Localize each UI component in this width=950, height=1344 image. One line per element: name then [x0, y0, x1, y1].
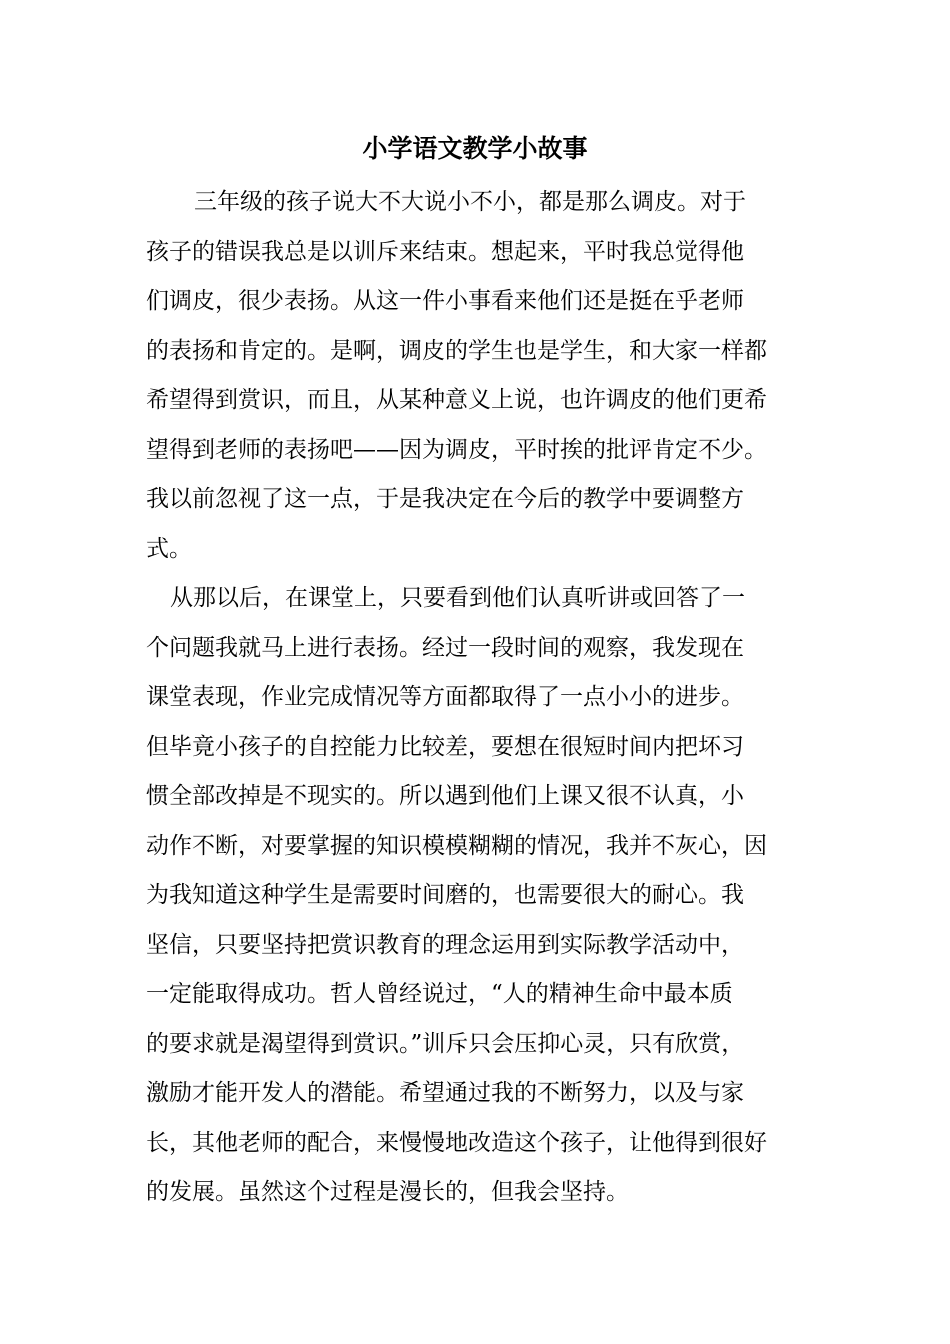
text-line: 课堂表现，作业完成情况等方面都取得了一点小小的进步。	[146, 684, 744, 710]
text-line: 望得到老师的表扬吧——因为调皮，平时挨的批评肯定不少。	[146, 436, 767, 463]
text-line: 但毕竟小孩子的自控能力比较差，要想在很短时间内把坏习	[146, 733, 744, 760]
text-line: 一定能取得成功。哲人曾经说过，“人的精神生命中最本质	[146, 981, 733, 1007]
text-line: 式。	[146, 535, 192, 562]
text-line: 我以前忽视了这一点，于是我决定在今后的教学中要调整方	[146, 486, 744, 512]
text-line: 坚信，只要坚持把赏识教育的理念运用到实际教学活动中，	[146, 931, 744, 958]
text-line: 三年级的孩子说大不大说小不小，都是那么调皮。对于	[194, 189, 746, 215]
text-line: 希望得到赏识，而且，从某种意义上说，也许调皮的他们更希	[146, 387, 767, 413]
text-line: 从那以后，在课堂上，只要看到他们认真听讲或回答了一	[170, 585, 745, 611]
document-title: 小学语文教学小故事	[362, 134, 588, 163]
text-line: 激励才能开发人的潜能。希望通过我的不断努力，以及与家	[146, 1080, 744, 1106]
text-line: 长，其他老师的配合，来慢慢地改造这个孩子，让他得到很好	[146, 1129, 767, 1156]
text-line: 孩子的错误我总是以训斥来结束。想起来，平时我总觉得他	[146, 238, 744, 265]
text-line: 的要求就是渴望得到赏识。”训斥只会压抑心灵，只有欣赏，	[146, 1030, 745, 1057]
text-line: 个问题我就马上进行表扬。经过一段时间的观察，我发现在	[146, 634, 744, 661]
text-line: 惯全部改掉是不现实的。所以遇到他们上课又很不认真，小	[146, 783, 744, 809]
document-body	[146, 178, 806, 1218]
text-line: 的表扬和肯定的。是啊，调皮的学生也是学生，和大家一样都	[146, 337, 767, 364]
text-line: 们调皮，很少表扬。从这一件小事看来他们还是挺在乎老师	[146, 288, 744, 314]
text-line: 动作不断，对要掌握的知识模模糊糊的情况，我并不灰心，因	[146, 832, 767, 859]
text-line: 为我知道这种学生是需要时间磨的，也需要很大的耐心。我	[146, 882, 744, 908]
text-line: 的发展。虽然这个过程是漫长的，但我会坚持。	[146, 1179, 629, 1205]
